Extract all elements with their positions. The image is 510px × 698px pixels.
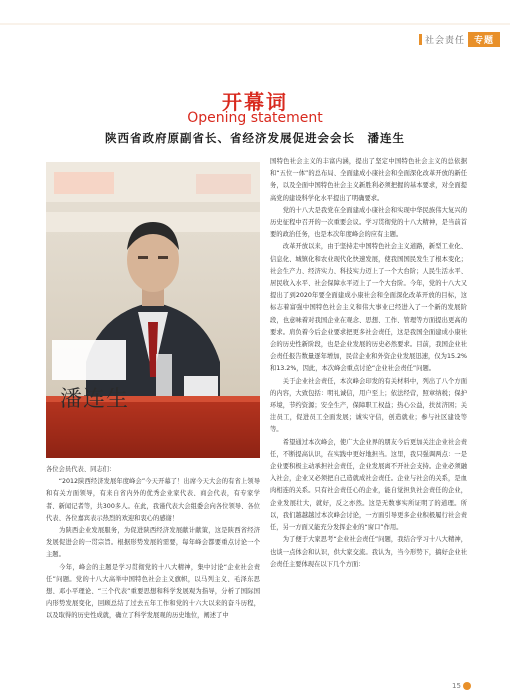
body-paragraph: 为陕西企业发展服务，为促进陕西经济发展献计献策，这是陕西省经济发展促进会的一贯宗旨。根据形势发展的需要，每年峰会都要重点讨论一个主题。: [46, 527, 260, 559]
article-subtitle: Opening statement: [187, 110, 323, 126]
speaker-illustration: [46, 162, 260, 458]
body-paragraph: 国特色社会主义的丰富内涵，提出了坚定中国特色社会主义的总依据和“五位一体”的总布局、全面建成小康社会和全面深化改革开放的新任务，以及全面中国特色社会主义新胜利必须把握的基本要求，对全面提高党的建设科学化水平提出了明确要求。: [270, 158, 467, 202]
body-paragraph: “2012陕西经济发展年度峰会”今天开幕了！出席今天大会的有省上领导和有关方面领导，有来自省内外的优秀企业家代表、商会代表，有专家学者、新闻记者等，共300多人。在此，我谨代表大会组委会向各位领导、各位代表、各位嘉宾表示热烈的欢迎和衷心的感谢！: [46, 478, 260, 522]
section-tag: 专题: [468, 32, 500, 47]
body-column-right: [270, 156, 467, 571]
body-paragraph: 今年，峰会的主题是学习贯彻党的十八大精神，集中讨论“企业社会责任”问题。党的十八大高举中国特色社会主义旗帜，以马列主义、毛泽东思想、邓小平理论、“三个代表”重要思想和科学发展观为指导，分析了国际国内形势发展变化，回顾总结了过去五年工作和党的十六大以来的奋斗历程，以及取得的历史性成就，确立了科学发展观的历史地位，阐述了中: [46, 563, 260, 620]
photo-caption: 潘连生: [60, 387, 130, 412]
header-decoration: [0, 0, 510, 26]
page-dot-icon: [463, 682, 471, 690]
section-header: [419, 31, 500, 47]
body-paragraph: 各位会员代表、同志们：: [46, 466, 116, 473]
body-paragraph: 希望通过本次峰会，使广大企业界的朋友今后更加关注企业社会责任，不断提高认识，在实践中更好地担当。这里，我只强调两点：一是企业要积极主动承担社会责任，企业发展离不开社会支持。企业必须融入社会，企业又必须把自己造就成社会责任。企业与社会的关系，是血肉相连的关系。只有社会责任心的企业，能自觉担负社会责任的企业，企业发展壮大，就好，反之亦然。这是无数事实所证明了的道理。所以，我们越越越过本次峰会讨论，一方面引导更多企业积极履行社会责任，另一方面又能充分发挥企业的“窗口”作用。: [270, 438, 467, 532]
article-title: 开幕词: [222, 90, 288, 114]
body-paragraph: 改革开放以来，由于坚持走中国特色社会主义道路，新型工业化、信息化、城镇化和农业现代化快速发展，使我国国民发生了根本变化；社会生产力、经济实力、科技实力迈上了一个大台阶；人民生活水平、居民收入水平、社会保障水平迈上了一个大台阶。今年，党的十八大又提出了到2020年要全面建成小康社会和全面深化改革开放的目标，这标志着富强中国特色社会主义和伟大事业已经进入了一个新的发展阶段，也意味着对我国企业在观念、思想、工作、管理等方面提出更高的要求。肩负着今后企业要求把更多社会责任，这是我国全面建成小康社会的历史性新阶段，也是企业发展的历史必然要求。目前，我国企业社会责任报告数量逐年增加，民营企业和外资企业发展迅速，仅为15.2%和13.2%，因此，本次峰会重点讨论“企业社会责任”问题。: [270, 243, 467, 373]
speaker-photo: [46, 162, 260, 458]
page-number-text: 15: [452, 682, 461, 690]
body-column-left: [46, 464, 260, 623]
section-divider: [419, 34, 422, 45]
article-byline: 陕西省政府原副省长、省经济发展促进会会长 潘连生: [105, 131, 405, 145]
body-paragraph: 为了便于大家思考“企业社会责任”问题，我结合学习十八大精神，也谈一点体会和认识，供大家交流。我认为，当今形势下，搞好企业社会责任主要体现在以下几个方面：: [270, 536, 467, 568]
section-label: 社会责任: [424, 35, 465, 46]
body-paragraph: 党的十八大是我党在全面建成小康社会和实现中华民族伟大复兴的历史征程中召开的一次重要会议。学习贯彻党的十八大精神，是当前首要的政治任务，也是本次年度峰会的应有主题。: [270, 206, 467, 239]
body-paragraph: 关于企业社会责任，本次峰会印发的有关材料中，列出了八个方面的内容，大致包括：明礼诚信，用户至上；依法经营，照章纳税；保护环境，节约资源；安全生产，保障职工权益；热心公益，扶贫济困；关注员工，促进员工全面发展；诚实守信，创造就业；参与社区建设等等。: [270, 377, 467, 434]
page-number: [452, 682, 471, 690]
